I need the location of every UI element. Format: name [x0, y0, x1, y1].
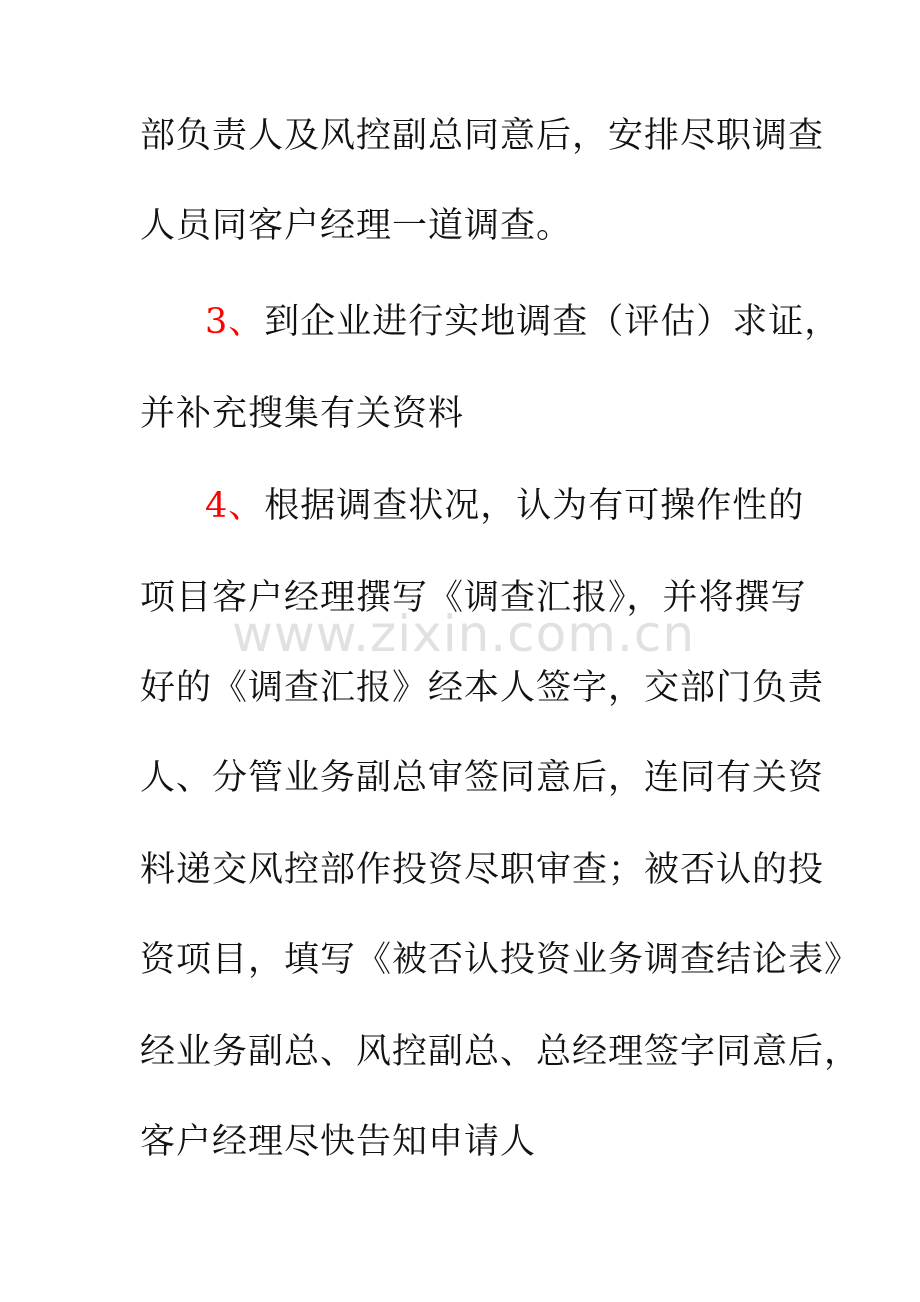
- line-text: 经业务副总、风控副总、总经理签字同意后，: [140, 1032, 861, 1072]
- item-number: 3、: [205, 302, 265, 342]
- line-text: 到企业进行实地调查（评估）求证，: [264, 302, 841, 342]
- text-line: [140, 756, 825, 800]
- text-line: [140, 114, 825, 158]
- text-line: [140, 392, 800, 436]
- line-text: 料递交风控部作投资尽职审查；被否认的投: [140, 850, 825, 890]
- text-line: [140, 1120, 800, 1164]
- line-text: 并补充搜集有关资料: [140, 394, 465, 434]
- line-text: 资项目，填写《被否认投资业务调查结论表》: [140, 940, 861, 980]
- line-text: 人、分管业务副总审签同意后，连同有关资: [140, 758, 825, 798]
- line-text: 好的《调查汇报》经本人签字，交部门负责: [140, 668, 825, 708]
- line-text: 项目客户经理撰写《调查汇报》，并将撰写: [140, 578, 807, 618]
- line-text: 人员同客户经理一道调查。: [140, 206, 573, 246]
- line-text: 客户经理尽快告知申请人: [140, 1122, 537, 1162]
- line-text: 根据调查状况，认为有可操作性的: [264, 486, 805, 526]
- text-line: [140, 938, 861, 982]
- text-line: [140, 204, 800, 248]
- text-line: [140, 848, 825, 892]
- numbered-item-4: [205, 484, 865, 528]
- item-number: 4、: [205, 486, 265, 526]
- text-line: [140, 1030, 861, 1074]
- text-line: [140, 666, 825, 710]
- watermark: www.zixin.com.cn: [232, 605, 696, 663]
- line-text: 部负责人及风控副总同意后，安排尽职调查: [140, 116, 825, 156]
- numbered-item-3: [205, 300, 865, 344]
